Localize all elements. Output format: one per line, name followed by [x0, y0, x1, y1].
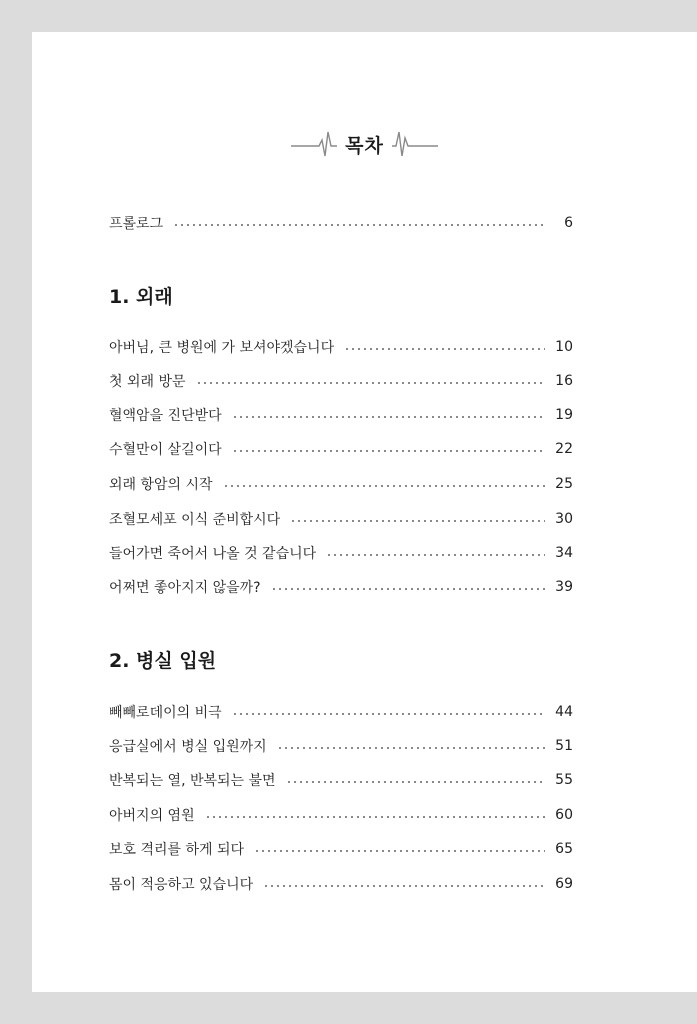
- toc-entry-page: 19: [555, 407, 573, 423]
- toc-entry-page: 6: [564, 215, 573, 231]
- toc-entry-label: 들어가면 죽어서 나올 것 같습니다: [109, 546, 317, 562]
- dot-leader: [223, 485, 546, 487]
- toc-entry[interactable]: [109, 804, 573, 826]
- toc-entry-label: 조혈모세포 이식 준비합시다: [109, 512, 281, 528]
- toc-entry[interactable]: [109, 404, 573, 426]
- toc-entry-page: 16: [555, 373, 573, 389]
- heartbeat-line-left-icon: [291, 124, 337, 164]
- heartbeat-line-right-icon: [392, 124, 438, 164]
- toc-entry-label: 프롤로그: [109, 216, 164, 232]
- dot-leader: [232, 416, 546, 418]
- dot-leader: [205, 816, 546, 818]
- dot-leader: [271, 588, 546, 590]
- book-page: [32, 32, 697, 992]
- toc-entry[interactable]: [109, 873, 573, 895]
- dot-leader: [232, 450, 546, 452]
- toc-entry-page: 69: [555, 876, 573, 892]
- toc-entry[interactable]: [109, 735, 573, 757]
- toc-entry[interactable]: [109, 769, 573, 791]
- toc-entry[interactable]: [109, 473, 573, 495]
- toc-entry-label: 혈액암을 진단받다: [109, 408, 222, 424]
- toc-entry-page: 25: [555, 476, 573, 492]
- dot-leader: [326, 554, 545, 556]
- toc-entry-page: 39: [555, 579, 573, 595]
- dot-leader: [344, 348, 545, 350]
- toc-entry[interactable]: [109, 701, 573, 723]
- toc-entry-label: 몸이 적응하고 있습니다: [109, 877, 254, 893]
- toc-entry-label: 첫 외래 방문: [109, 374, 186, 390]
- toc-entry[interactable]: [109, 336, 573, 358]
- toc-entry[interactable]: [109, 576, 573, 598]
- toc-entry-label: 아버지의 염원: [109, 808, 195, 824]
- dot-leader: [286, 781, 546, 783]
- toc-entry-label: 보호 격리를 하게 되다: [109, 842, 245, 858]
- toc-entry-page: 55: [555, 772, 573, 788]
- toc-entry[interactable]: [109, 542, 573, 564]
- toc-entry-page: 51: [555, 738, 573, 754]
- dot-leader: [232, 713, 546, 715]
- toc-entry-label: 아버님, 큰 병원에 가 보셔야겠습니다: [109, 340, 335, 356]
- section-heading: 2. 병실 입원: [109, 650, 217, 672]
- toc-title: 목차: [345, 134, 384, 157]
- toc-entry-page: 10: [555, 339, 573, 355]
- dot-leader: [290, 520, 545, 522]
- toc-entry-page: 34: [555, 545, 573, 561]
- toc-entry-page: 22: [555, 441, 573, 457]
- toc-entry-page: 65: [555, 841, 573, 857]
- toc-entry-page: 30: [555, 511, 573, 527]
- toc-entry-label: 수혈만이 살길이다: [109, 442, 222, 458]
- dot-leader: [196, 382, 546, 384]
- toc-entry-page: 44: [555, 704, 573, 720]
- toc-entry-label: 응급실에서 병실 입원까지: [109, 739, 267, 755]
- dot-leader: [277, 747, 546, 749]
- toc-entry-label: 반복되는 열, 반복되는 불면: [109, 773, 276, 789]
- toc-entry[interactable]: [109, 370, 573, 392]
- toc-entry[interactable]: [109, 838, 573, 860]
- dot-leader: [173, 224, 547, 226]
- toc-entry-label: 외래 항암의 시작: [109, 477, 213, 493]
- toc-title-block: [32, 124, 697, 164]
- toc-entry[interactable]: [109, 438, 573, 460]
- toc-entry-label: 어쩌면 좋아지지 않을까?: [109, 580, 261, 596]
- dot-leader: [263, 885, 545, 887]
- toc-entry[interactable]: [109, 508, 573, 530]
- toc-entry-label: 빼빼로데이의 비극: [109, 705, 222, 721]
- dot-leader: [254, 850, 545, 852]
- toc-entry-page: 60: [555, 807, 573, 823]
- section-heading: 1. 외래: [109, 286, 173, 308]
- toc-entry-prologue[interactable]: [109, 212, 573, 234]
